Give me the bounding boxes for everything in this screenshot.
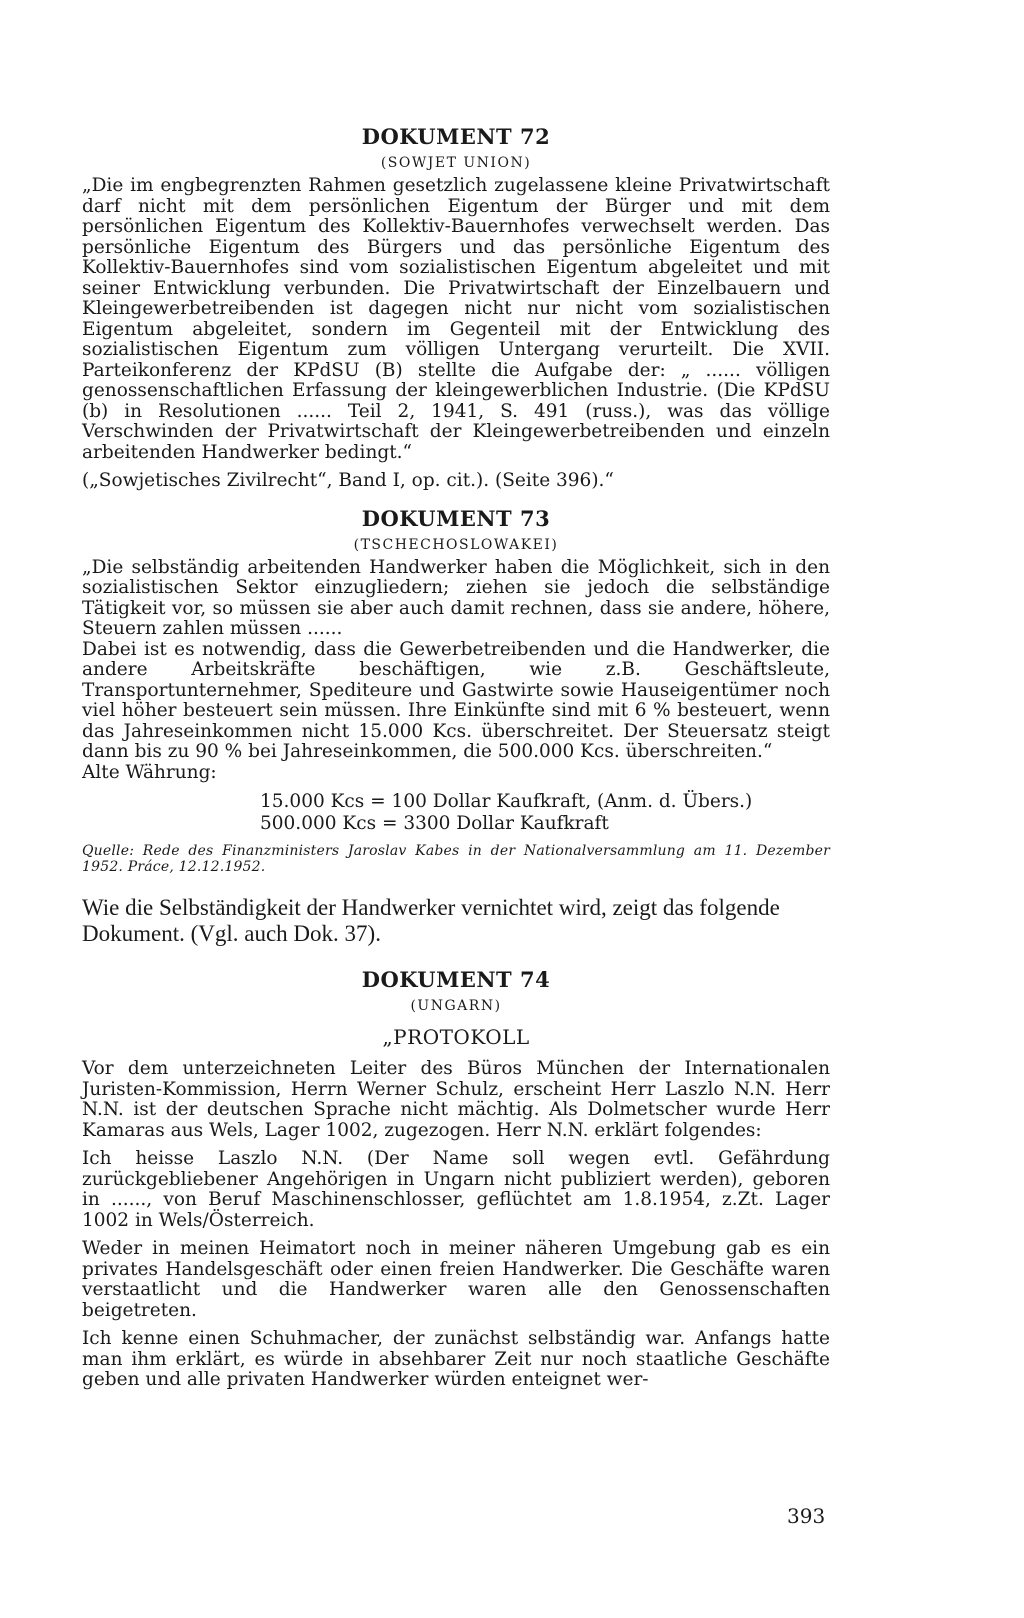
doc73-subtitle: (TSCHECHOSLOWAKEI): [353, 536, 559, 553]
currency-equation-1: 15.000 Kcs = 100 Dollar Kaufkraft, (Anm. d. Übers.): [260, 791, 753, 812]
page-content: [82, 124, 830, 1391]
doc72-source: („Sowjetisches Zivilrecht“, Band I, op. cit.). (Seite 396).“: [82, 470, 614, 491]
doc73-title: DOKUMENT 73: [361, 505, 551, 531]
page-number: 393: [787, 1504, 826, 1528]
doc74-paragraph-4: Ich kenne einen Schuhmacher, der zunächst selbständig war. Anfangs hatte man ihm erklärt, es würde in absehbarer Zeit nur noch staatliche Geschäfte geben und alle privaten Handwerker würden enteignet wer-: [82, 1328, 830, 1390]
doc74-paragraph-2: Ich heisse Laszlo N.N. (Der Name soll wegen evtl. Gefährdung zurückgebliebener Angehörigen in Ungarn nicht publiziert werden), geboren in ......, von Beruf Maschinenschlosser, geflüchtet am 1.8.1954, z.Zt. Lager 1002 in Wels/Österreich.: [82, 1148, 830, 1231]
protokoll-heading: „PROTOKOLL: [382, 1025, 530, 1049]
doc74-paragraph-1: Vor dem unterzeichneten Leiter des Büros München der Internationalen Juristen-Kommission, Herrn Werner Schulz, erscheint Herr Laszlo N.N. Herr N.N. ist der deutschen Sprache nicht mächtig. Als Dolmetscher wurde Herr Kamaras aus Wels, Lager 1002, zugezogen. Herr N.N. erklärt folgendes:: [82, 1058, 830, 1141]
doc73-text-2: Dabei ist es notwendig, dass die Gewerbetreibenden und die Handwerker, die andere Arbeitskräfte beschäftigen, wie z.B. Geschäftsleute, Transportunternehmer, Spediteure und Gastwirte sowie Hauseigentümer noch viel höher besteuert sein müssen. Ihre Einkünfte sind mit 6 % besteuert, wenn das Jahreseinkommen nicht 15.000 Kcs. überschreitet. Der Steuersatz steigt dann bis zu 90 % bei Jahreseinkommen, die 500.000 Kcs. überschreiten.“: [82, 638, 830, 762]
doc74-subtitle: (UNGARN): [410, 998, 502, 1014]
doc72-subtitle: (SOWJET UNION): [380, 155, 532, 171]
doc74-paragraph-3: Weder in meinen Heimatort noch in meiner näheren Umgebung gab es ein privates Handelsgeschäft oder einen freien Handwerker. Die Geschäfte waren verstaatlicht und die Handwerker waren alle den Genossenschaften beigetreten.: [82, 1238, 830, 1321]
currency-equation-2: 500.000 Kcs = 3300 Dollar Kaufkraft: [260, 813, 609, 834]
doc74-title: DOKUMENT 74: [361, 967, 551, 992]
currency-equations: [260, 791, 830, 835]
intro-text: Wie die Selbständigkeit der Handwerker vernichtet wird, zeigt das folgende Dokument. (Vgl. auch Dok. 37).: [82, 895, 780, 946]
doc73-quelle: Quelle: Rede des Finanzministers Jaroslav Kabes in der Nationalversammlung am 11. Dezember 1952. Práce, 12.12.1952.: [82, 843, 830, 875]
doc72-text: „Die im engbegrenzten Rahmen gesetzlich zugelassene kleine Privatwirtschaft darf nicht mit dem persönlichen Eigentum der Bürger und mit dem persönlichen Eigentum des Kollektiv-Bauernhofes verwechselt werden. Das persönliche Eigentum des Bürgers und das persönliche Eigentum des Kollektiv-Bauernhofes sind vom sozialistischen Eigentum abgeleitet und mit seiner Entwicklung verbunden. Die Privatwirtschaft der Einzelbauern und Kleingewerbetreibenden ist dagegen nicht nur nicht vom sozialistischen Eigentum abgeleitet, sondern im Gegenteil mit der Entwicklung des sozialistischen Eigentum zum völligen Untergang verurteilt. Die XVII. Parteikonferenz der KPdSU (B) stellte die Aufgabe der: „ ...... völligen genossenschaftlichen Erfassung der kleingewerblichen Industrie. (Die KPdSU (b) in Resolutionen ...... Teil 2, 1941, S. 491 (russ.), was das völlige Verschwinden der Privatwirtschaft der Kleingewerbetreibenden und einzeln arbeitenden Handwerker bedingt.“: [82, 175, 830, 463]
doc73-text-1: „Die selbständig arbeitenden Handwerker haben die Möglichkeit, sich in den sozialistischen Sektor einzugliedern; ziehen sie jedoch die selbständige Tätigkeit vor, so müssen sie aber auch damit rechnen, dass sie andere, höhere, Steuern zahlen müssen ......: [82, 556, 830, 639]
doc73-currency-label: Alte Währung:: [82, 761, 217, 783]
doc72-title: DOKUMENT 72: [361, 124, 551, 149]
